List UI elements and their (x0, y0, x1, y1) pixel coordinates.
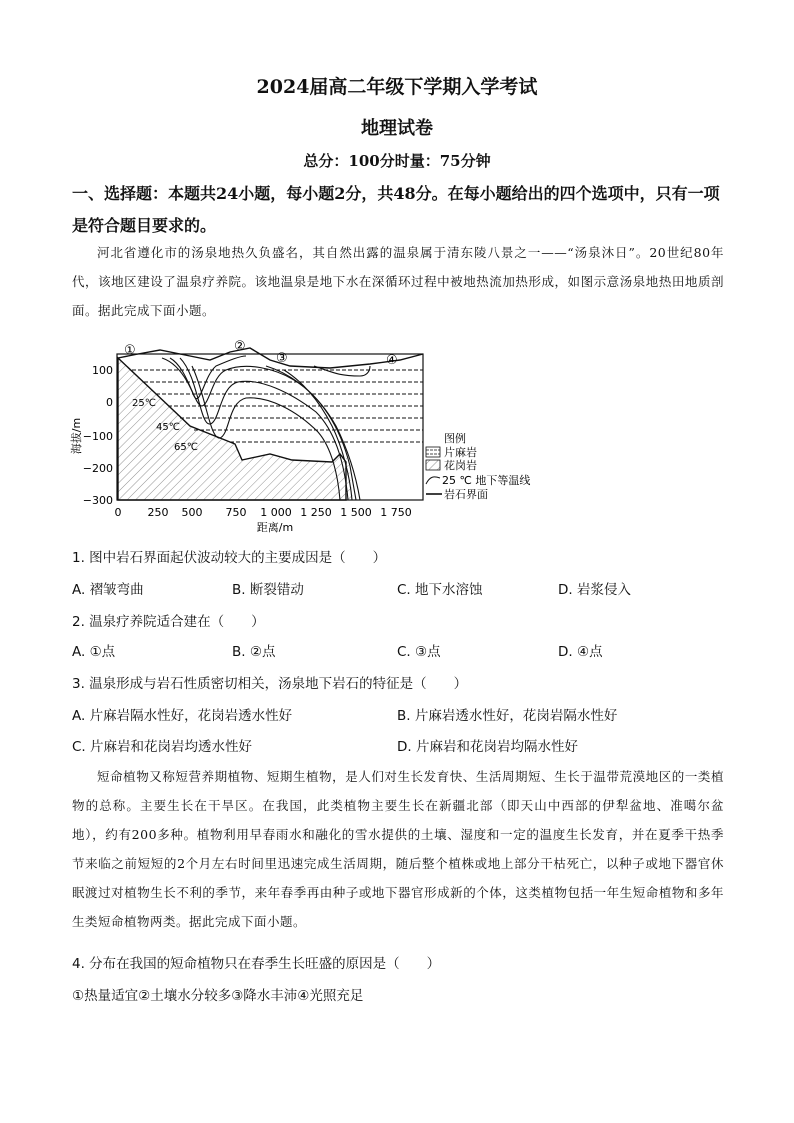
x-tick-500: 500 (181, 506, 203, 519)
x-tick-250: 250 (147, 506, 169, 519)
question-1-stem: 1. 图中岩石界面起伏波动较大的主要成因是（ ） (72, 550, 387, 566)
ground-surface (118, 348, 423, 368)
question-3-stem: 3. 温泉形成与岩石性质密切相关，汤泉地下岩石的特征是（ ） (72, 676, 468, 692)
y-tick-100: 100 (92, 364, 113, 377)
q2-option-b[interactable]: B. ②点 (232, 644, 276, 660)
x-tick-1750: 1 750 (380, 506, 412, 519)
point-3: ③ (276, 351, 288, 366)
question-4-statements: ①热量适宜②土壤水分较多③降水丰沛④光照充足 (72, 988, 364, 1004)
q2-option-d[interactable]: D. ④点 (558, 644, 603, 660)
q1-option-c[interactable]: C. 地下水溶蚀 (397, 582, 483, 598)
x-axis-label: 距离/m (256, 521, 294, 534)
legend-interface: 岩石界面 (444, 488, 488, 501)
legend-gneiss: 片麻岩 (444, 446, 477, 459)
q2-option-a[interactable]: A. ①点 (72, 644, 116, 660)
q3-option-c[interactable]: C. 片麻岩和花岗岩均透水性好 (72, 739, 253, 755)
isotherm-label-45: 45℃ (156, 422, 180, 433)
x-tick-1000: 1 000 (260, 506, 292, 519)
y-tick-m300: −300 (82, 494, 113, 507)
gneiss-legend-swatch (426, 447, 440, 457)
legend-title: 图例 (444, 432, 466, 445)
q3-option-a[interactable]: A. 片麻岩隔水性好，花岗岩透水性好 (72, 708, 293, 724)
q2-option-c[interactable]: C. ③点 (397, 644, 441, 660)
granite-legend-swatch (426, 460, 440, 470)
isotherm-legend-swatch (426, 477, 440, 484)
question-2-stem: 2. 温泉疗养院适合建在（ ） (72, 614, 265, 630)
passage-2: 短命植物又称短营养期植物、短期生植物，是人们对生长发育快、生活周期短、生长于温带荒漠地区的一类植物的总称。主要生长在干旱区。在我国，此类植物主要生长在新疆北部（即天山中西部的伊犁盆地、准噶尔盆地），约有200多种。植物利用早春雨水和融化的雪水提供的土壤、湿度和一定的温度生长发育，并在夏季干热季节来临之前短短的2个月左右时间里迅速完成生活周期，随后整个植株或地上部分干枯死亡，以种子或地下器官休眠渡过对植物生长不利的季节，来年春季再由种子或地下器官形成新的个体，这类植物包括一年生短命植物和多年生类短命植物两类。据此完成下面小题。 (72, 769, 724, 929)
point-2: ② (234, 339, 246, 354)
subject-title: 地理试卷 (361, 118, 433, 139)
legend-granite: 花岗岩 (444, 459, 477, 472)
q1-option-a[interactable]: A. 褶皱弯曲 (72, 582, 144, 598)
y-ticks (83, 364, 113, 507)
y-tick-0: 0 (106, 396, 113, 409)
point-1: ① (124, 343, 136, 358)
section-heading: 一、选择题：本题共24小题，每小题2分，共48分。在每小题给出的四个选项中，只有一项是符合题目要求的。 (72, 184, 720, 235)
isotherm-label-25: 25℃ (132, 398, 156, 409)
x-tick-1250: 1 250 (300, 506, 332, 519)
x-tick-0: 0 (114, 506, 122, 519)
exam-title: 2024届高二年级下学期入学考试 (256, 76, 538, 98)
isotherm-label-65: 65℃ (174, 442, 198, 453)
q1-option-b[interactable]: B. 断裂错动 (232, 582, 304, 598)
granite-region (118, 358, 346, 500)
q1-option-d[interactable]: D. 岩浆侵入 (558, 582, 631, 598)
point-4: ④ (386, 353, 398, 368)
x-tick-750: 750 (225, 506, 247, 519)
y-axis-label: 海拔/m (70, 417, 83, 455)
passage-1: 河北省遵化市的汤泉地热久负盛名，其自然出露的温泉属于清东陵八景之一——“汤泉沐日”。20世纪80年代，该地区建设了温泉疗养院。该地温泉是地下水在深循环过程中被地热流加热形成，如图示意汤泉地热田地质剖面。据此完成下面小题。 (72, 245, 724, 318)
y-tick-m200: −200 (82, 462, 113, 475)
geologic-profile-figure (70, 336, 570, 536)
q3-option-b[interactable]: B. 片麻岩透水性好，花岗岩隔水性好 (397, 708, 618, 724)
y-tick-m100: −100 (82, 430, 113, 443)
x-tick-1500: 1 500 (340, 506, 372, 519)
score-time: 总分：100分时量：75分钟 (303, 152, 491, 170)
question-4-stem: 4. 分布在我国的短命植物只在春季生长旺盛的原因是（ ） (72, 956, 441, 972)
x-ticks (115, 506, 412, 519)
legend (426, 431, 530, 501)
q3-option-d[interactable]: D. 片麻岩和花岗岩均隔水性好 (397, 739, 578, 755)
legend-isotherm: 25 ℃ 地下等温线 (442, 474, 531, 487)
